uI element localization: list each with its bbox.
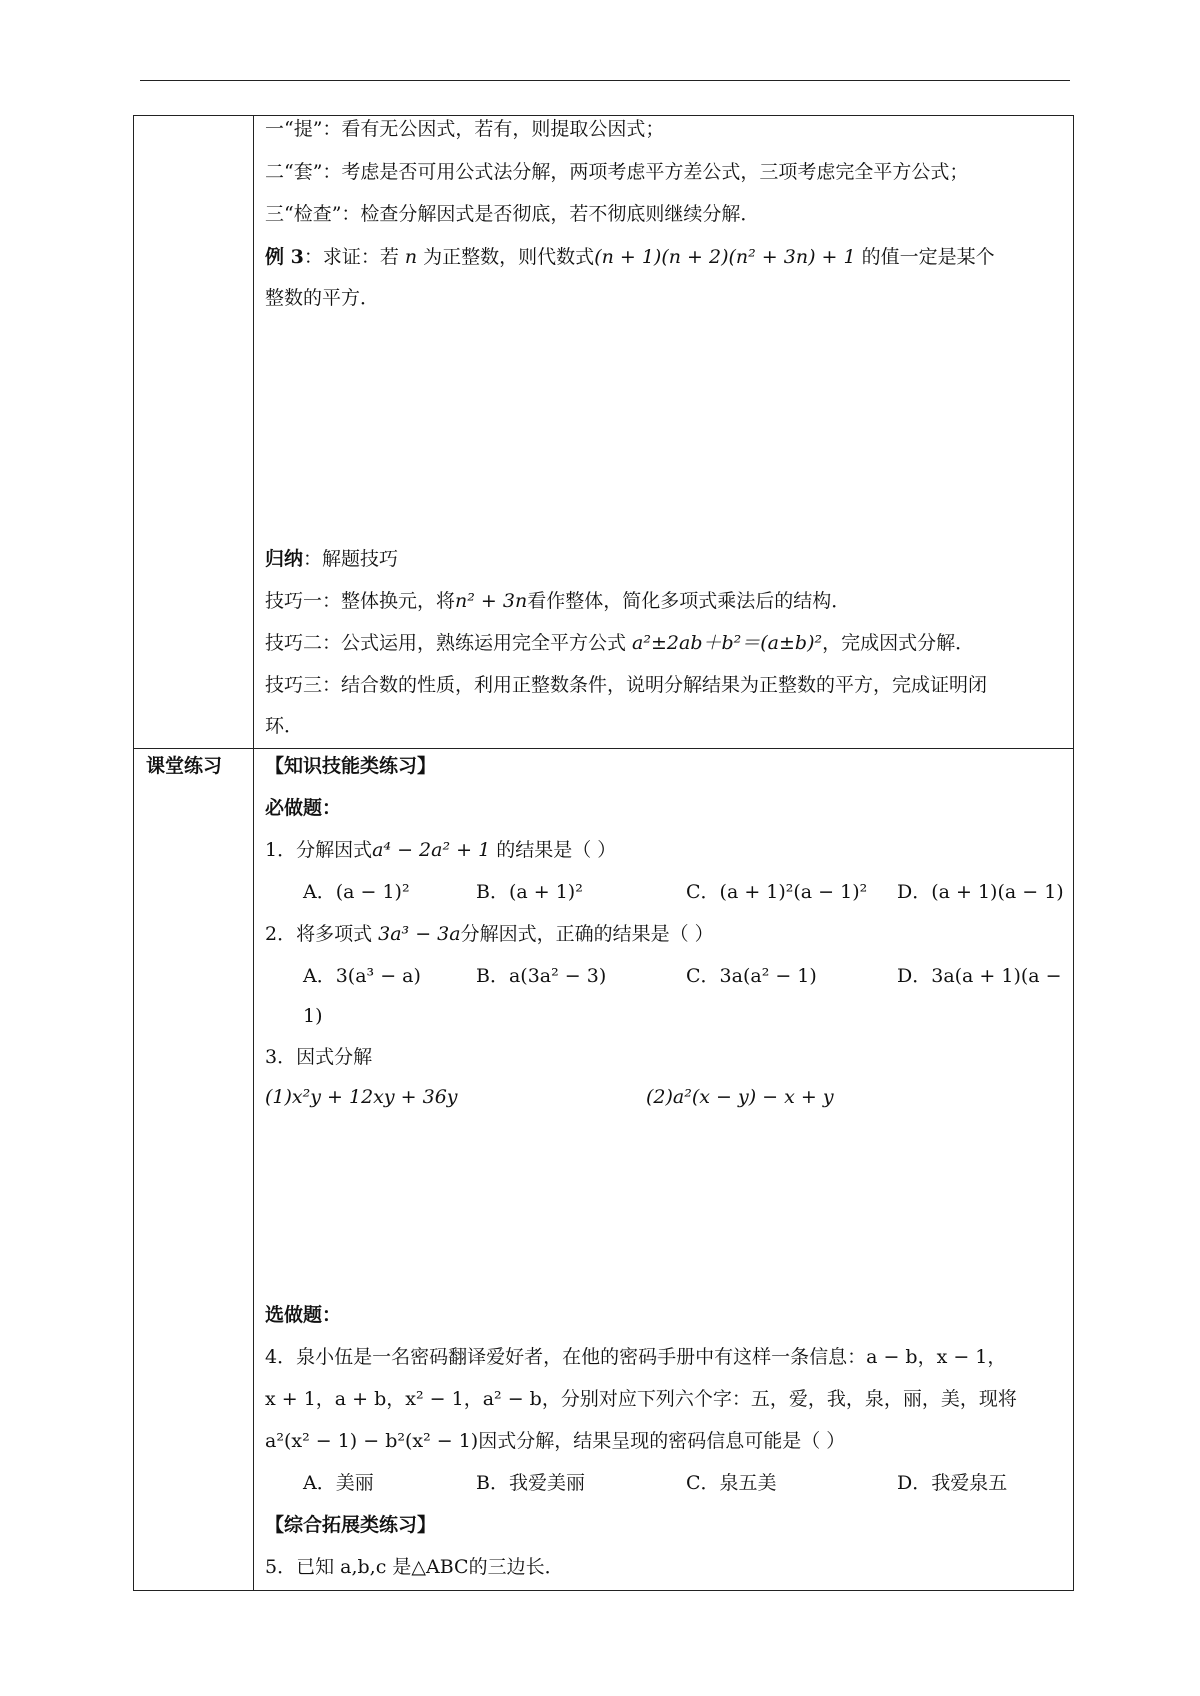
summary-heading: 归纳：解题技巧 bbox=[265, 548, 399, 570]
example-3-label: 例 3 bbox=[265, 246, 304, 268]
q1-option-b: B．(a + 1)² bbox=[476, 881, 583, 903]
tip-3: 技巧三：结合数的性质，利用正整数条件，说明分解结果为正整数的平方，完成证明闭 bbox=[265, 674, 988, 696]
tip-3-cont: 环． bbox=[265, 715, 304, 737]
q1-option-d: D．(a + 1)(a − 1) bbox=[897, 881, 1064, 903]
example-3-line2: 整数的平方． bbox=[265, 287, 380, 309]
example-3-expression: (n + 1)(n + 2)(n² + 3n) + 1 bbox=[594, 246, 856, 268]
row-label-classroom-practice: 课堂练习 bbox=[146, 755, 223, 777]
tip-2: 技巧二：公式运用，熟练运用完全平方公式 a²±2ab＋b²＝(a±b)²，完成因式分解． bbox=[265, 632, 975, 654]
section-extension: 【综合拓展类练习】 bbox=[265, 1514, 437, 1536]
question-4-line2: x + 1，a + b，x² − 1，a² − b，分别对应下列六个字：五，爱，我，泉，丽，美，现将 bbox=[265, 1388, 1017, 1410]
step-check: 三“检查”：检查分解因式是否彻底，若不彻底则继续分解． bbox=[265, 203, 760, 225]
question-4-line3: a²(x² − 1) − b²(x² − 1)因式分解，结果呈现的密码信息可能是（ ） bbox=[265, 1430, 846, 1452]
question-5: 5．已知 a,b,c 是△ABC的三边长． bbox=[265, 1556, 564, 1578]
q4-option-b: B．我爱美丽 bbox=[476, 1472, 585, 1494]
q3-part-2: (2)a²(x − y) − x + y bbox=[646, 1086, 834, 1108]
question-2: 2．将多项式 3a³ − 3a分解因式，正确的结果是（ ） bbox=[265, 923, 714, 945]
example-3: 例 3：求证：若 n 为正整数，则代数式(n + 1)(n + 2)(n² + 3n) + 1 的值一定是某个 bbox=[265, 246, 995, 268]
q1-option-c: C．(a + 1)²(a − 1)² bbox=[686, 881, 868, 903]
optional-heading: 选做题： bbox=[265, 1304, 342, 1326]
q2-option-c: C．3a(a² − 1) bbox=[686, 965, 817, 987]
q4-option-d: D．我爱泉五 bbox=[897, 1472, 1008, 1494]
q2-option-d: D．3a(a + 1)(a − bbox=[897, 965, 1062, 987]
q2-option-a: A．3(a³ − a) bbox=[303, 965, 421, 987]
q2-option-d-cont: 1) bbox=[303, 1005, 323, 1027]
table-row-divider bbox=[133, 748, 1074, 749]
question-4: 4．泉小伍是一名密码翻译爱好者，在他的密码手册中有这样一条信息：a − b，x − 1， bbox=[265, 1346, 1007, 1368]
header-rule bbox=[140, 80, 1070, 81]
q3-part-1: (1)x²y + 12xy + 36y bbox=[265, 1086, 458, 1108]
question-1: 1．分解因式a⁴ − 2a² + 1 的结果是（ ） bbox=[265, 839, 617, 861]
q4-option-c: C．泉五美 bbox=[686, 1472, 777, 1494]
q2-option-b: B．a(3a² − 3) bbox=[476, 965, 607, 987]
q4-option-a: A．美丽 bbox=[303, 1472, 374, 1494]
tip-1: 技巧一：整体换元，将n² + 3n看作整体，简化多项式乘法后的结构． bbox=[265, 590, 851, 612]
q1-option-a: A．(a − 1)² bbox=[303, 881, 410, 903]
section-knowledge-skills: 【知识技能类练习】 bbox=[265, 755, 437, 777]
question-3: 3．因式分解 bbox=[265, 1046, 373, 1068]
table-column-divider bbox=[253, 115, 254, 1591]
step-apply-formula: 二“套”：考虑是否可用公式法分解，两项考虑平方差公式，三项考虑完全平方公式； bbox=[265, 161, 969, 183]
step-extract: 一“提”：看有无公因式，若有，则提取公因式； bbox=[265, 118, 665, 140]
required-heading: 必做题： bbox=[265, 797, 342, 819]
